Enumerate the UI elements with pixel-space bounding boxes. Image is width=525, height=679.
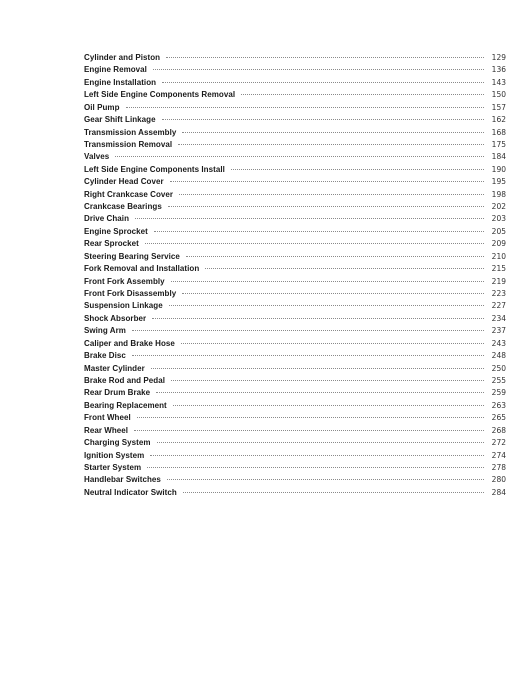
dot-leader xyxy=(147,467,484,468)
toc-entry-title: Front Wheel xyxy=(84,413,131,423)
toc-entry[interactable] xyxy=(84,425,506,437)
toc-entry-page-number: 190 xyxy=(491,164,506,174)
toc-entry[interactable] xyxy=(84,77,506,89)
toc-entry-page-number: 237 xyxy=(491,326,506,336)
toc-entry-page-number: 265 xyxy=(491,413,506,423)
toc-entry[interactable] xyxy=(84,114,506,126)
dot-leader xyxy=(152,318,484,319)
toc-entry-page-number: 274 xyxy=(491,450,506,460)
dot-leader xyxy=(181,343,484,344)
toc-entry-title: Steering Bearing Service xyxy=(84,251,180,261)
toc-entry[interactable] xyxy=(84,288,506,300)
toc-entry-page-number: 215 xyxy=(491,264,506,274)
toc-entry[interactable] xyxy=(84,213,506,225)
toc-entry[interactable] xyxy=(84,325,506,337)
toc-entry-title: Left Side Engine Components Removal xyxy=(84,90,236,100)
toc-entry[interactable] xyxy=(84,176,506,188)
toc-entry[interactable] xyxy=(84,189,506,201)
toc-entry-page-number: 143 xyxy=(491,77,506,87)
toc-entry-title: Rear Drum Brake xyxy=(84,388,151,398)
toc-entry[interactable] xyxy=(84,437,506,449)
toc-entry-title: Gear Shift Linkage xyxy=(84,115,156,125)
dot-leader xyxy=(183,492,484,493)
toc-entry-title: Handlebar Switches xyxy=(84,475,161,485)
toc-entry-title: Suspension Linkage xyxy=(84,301,163,311)
toc-entry-title: Charging System xyxy=(84,438,151,448)
toc-entry-page-number: 150 xyxy=(491,90,506,100)
dot-leader xyxy=(132,330,484,331)
dot-leader xyxy=(182,293,484,294)
toc-entry-page-number: 210 xyxy=(491,251,506,261)
toc-entry-title: Brake Disc xyxy=(84,351,126,361)
toc-entry-page-number: 129 xyxy=(491,53,506,62)
dot-leader xyxy=(231,169,484,170)
toc-entry-page-number: 284 xyxy=(491,487,506,497)
dot-leader xyxy=(115,156,484,157)
toc-entry-page-number: 175 xyxy=(491,139,506,149)
dot-leader xyxy=(154,231,484,232)
dot-leader xyxy=(169,305,484,306)
toc-entry-title: Engine Installation xyxy=(84,77,157,87)
toc-entry-title: Swing Arm xyxy=(84,326,126,336)
toc-entry[interactable] xyxy=(84,350,506,362)
toc-entry-page-number: 259 xyxy=(491,388,506,398)
toc-entry-title: Rear Sprocket xyxy=(84,239,139,249)
toc-entry-title: Bearing Replacement xyxy=(84,400,167,410)
toc-entry[interactable] xyxy=(84,462,506,474)
toc-entry[interactable] xyxy=(84,139,506,151)
toc-entry-page-number: 243 xyxy=(491,338,506,348)
toc-entry-page-number: 195 xyxy=(491,177,506,187)
dot-leader xyxy=(241,94,484,95)
toc-entry-title: Crankcase Bearings xyxy=(84,202,162,212)
dot-leader xyxy=(135,218,484,219)
toc-entry-page-number: 136 xyxy=(491,65,506,75)
toc-entry-page-number: 248 xyxy=(491,351,506,361)
table-of-contents xyxy=(84,52,506,499)
toc-entry-page-number: 263 xyxy=(491,400,506,410)
dot-leader xyxy=(178,144,484,145)
toc-entry[interactable] xyxy=(84,412,506,424)
toc-entry-page-number: 184 xyxy=(491,152,506,162)
toc-entry-page-number: 280 xyxy=(491,475,506,485)
toc-entry[interactable] xyxy=(84,474,506,486)
toc-entry-page-number: 205 xyxy=(491,226,506,236)
toc-entry[interactable] xyxy=(84,363,506,375)
dot-leader xyxy=(157,442,484,443)
toc-entry-title: Engine Removal xyxy=(84,65,147,75)
toc-entry-page-number: 168 xyxy=(491,127,506,137)
dot-leader xyxy=(145,243,484,244)
dot-leader xyxy=(171,281,484,282)
dot-leader xyxy=(186,256,484,257)
toc-entry-title: Cylinder Head Cover xyxy=(84,177,164,187)
dot-leader xyxy=(162,82,484,83)
toc-entry-title: Starter System xyxy=(84,462,142,472)
toc-entry-title: Oil Pump xyxy=(84,102,120,112)
toc-entry[interactable] xyxy=(84,276,506,288)
toc-entry-page-number: 219 xyxy=(491,276,506,286)
toc-entry[interactable] xyxy=(84,375,506,387)
toc-entry[interactable] xyxy=(84,400,506,412)
toc-entry[interactable] xyxy=(84,102,506,114)
toc-entry-page-number: 272 xyxy=(491,438,506,448)
toc-entry-page-number: 209 xyxy=(491,239,506,249)
dot-leader xyxy=(134,430,484,431)
toc-entry-page-number: 198 xyxy=(491,189,506,199)
dot-leader xyxy=(205,268,484,269)
toc-entry-title: Caliper and Brake Hose xyxy=(84,338,175,348)
toc-entry-title: Engine Sprocket xyxy=(84,226,148,236)
dot-leader xyxy=(151,368,484,369)
toc-entry-page-number: 234 xyxy=(491,313,506,323)
dot-leader xyxy=(182,132,484,133)
toc-entry[interactable] xyxy=(84,487,506,499)
toc-entry-page-number: 268 xyxy=(491,425,506,435)
toc-entry-title: Master Cylinder xyxy=(84,363,145,373)
toc-entry-title: Transmission Assembly xyxy=(84,127,177,137)
toc-entry-page-number: 223 xyxy=(491,289,506,299)
toc-entry-title: Brake Rod and Pedal xyxy=(84,375,165,385)
toc-entry-page-number: 255 xyxy=(491,375,506,385)
toc-entry[interactable] xyxy=(84,450,506,462)
toc-entry[interactable] xyxy=(84,300,506,312)
toc-entry[interactable] xyxy=(84,52,506,64)
toc-entry-title: Neutral Indicator Switch xyxy=(84,487,177,497)
dot-leader xyxy=(153,69,484,70)
toc-entry-page-number: 162 xyxy=(491,115,506,125)
dot-leader xyxy=(156,392,484,393)
toc-entry[interactable] xyxy=(84,89,506,101)
toc-entry[interactable] xyxy=(84,313,506,325)
dot-leader xyxy=(171,380,484,381)
toc-entry-title: Front Fork Assembly xyxy=(84,276,165,286)
toc-entry[interactable] xyxy=(84,387,506,399)
toc-entry-title: Rear Wheel xyxy=(84,425,129,435)
toc-entry-title: Front Fork Disassembly xyxy=(84,289,177,299)
toc-entry-title: Transmission Removal xyxy=(84,139,173,149)
toc-entry-title: Valves xyxy=(84,152,110,162)
toc-entry-title: Right Crankcase Cover xyxy=(84,189,174,199)
dot-leader xyxy=(137,417,484,418)
toc-entry-page-number: 203 xyxy=(491,214,506,224)
dot-leader xyxy=(167,479,484,480)
toc-entry-title: Fork Removal and Installation xyxy=(84,264,200,274)
toc-entry[interactable] xyxy=(84,64,506,76)
toc-entry-page-number: 157 xyxy=(491,102,506,112)
dot-leader xyxy=(132,355,484,356)
dot-leader xyxy=(168,206,484,207)
toc-entry-page-number: 202 xyxy=(491,202,506,212)
toc-entry-page-number: 250 xyxy=(491,363,506,373)
toc-entry-title: Left Side Engine Components Install xyxy=(84,164,225,174)
dot-leader xyxy=(150,455,484,456)
toc-entry[interactable] xyxy=(84,226,506,238)
toc-entry-page-number: 227 xyxy=(491,301,506,311)
toc-entry-page-number: 278 xyxy=(491,462,506,472)
toc-entry-title: Shock Absorber xyxy=(84,313,147,323)
dot-leader xyxy=(179,194,484,195)
toc-entry-title: Cylinder and Piston xyxy=(84,53,161,62)
dot-leader xyxy=(170,181,484,182)
toc-entry[interactable] xyxy=(84,238,506,250)
toc-entry[interactable] xyxy=(84,151,506,163)
dot-leader xyxy=(162,119,484,120)
toc-entry[interactable] xyxy=(84,263,506,275)
dot-leader xyxy=(166,57,484,58)
toc-entry[interactable] xyxy=(84,164,506,176)
toc-entry[interactable] xyxy=(84,338,506,350)
toc-entry[interactable] xyxy=(84,251,506,263)
dot-leader xyxy=(126,107,484,108)
toc-entry-title: Drive Chain xyxy=(84,214,130,224)
toc-entry[interactable] xyxy=(84,201,506,213)
toc-entry[interactable] xyxy=(84,127,506,139)
toc-entry-title: Ignition System xyxy=(84,450,145,460)
dot-leader xyxy=(173,405,484,406)
